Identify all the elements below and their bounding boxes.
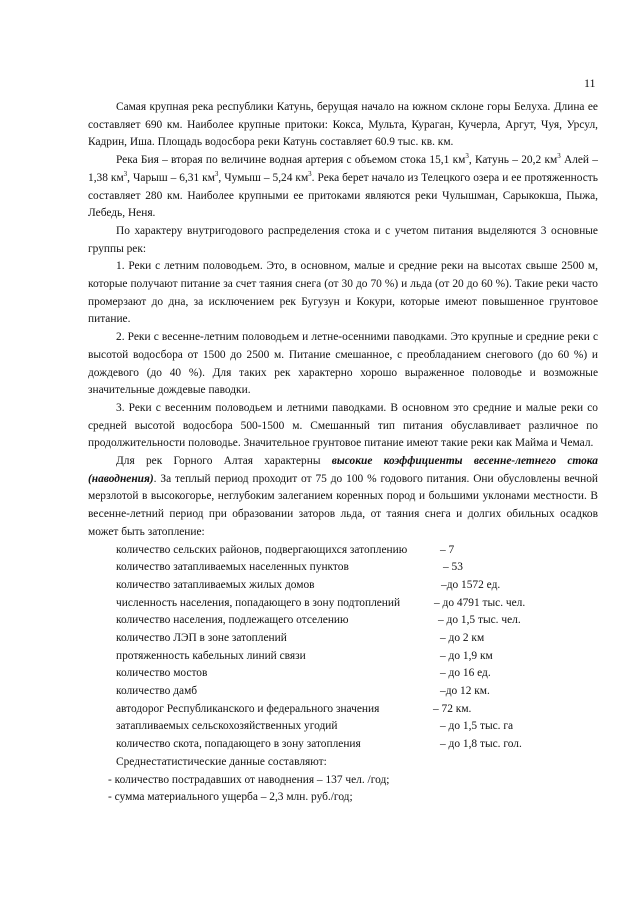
superscript: 3 bbox=[308, 170, 312, 179]
stat-value: – 72 км. bbox=[433, 702, 472, 715]
paragraph-group-2: 2. Реки с весенне-летним половодьем и летне-осенними паводками. Это крупные и средние реки с высотой водосбора от 1500 до 2500 м. Питание смешанное, с преобладанием снегового (до 60 %) и дождевого (до 40 %). Для таких рек характерно хорошо выраженное половодье и возможные значительные дождевые паводки. bbox=[88, 331, 598, 397]
stat-row bbox=[88, 683, 598, 701]
stat-value: –до 1572 ед. bbox=[441, 578, 501, 591]
superscript: 3 bbox=[465, 152, 469, 161]
stat-row bbox=[88, 630, 598, 648]
stat-row bbox=[88, 736, 598, 754]
stat-value: – до 1,5 тыс. га bbox=[440, 720, 514, 733]
paragraph-katun: Самая крупная река республики Катунь, берущая начало на южном склоне горы Белуха. Длина ее составляет 690 км. Наиболее крупные притоки: Кокса, Мульта, Кураган, Кучерла, Аргут, Чуя, Урсул, Кадрин, Иша. Площадь водосбора реки Катунь составляет 60.9 тыс. кв. км. bbox=[88, 101, 598, 149]
stat-label: количество затапливаемых жилых домов bbox=[116, 578, 315, 591]
page-number: 11 bbox=[584, 76, 596, 90]
stat-label: затапливаемых сельскохозяйственных угодий bbox=[116, 720, 338, 733]
stat-row bbox=[88, 648, 598, 666]
stat-label: протяженность кабельных линий связи bbox=[116, 649, 306, 662]
biya-text-6: . Река берет начало из Телецкого озера и ее протяженность составляет 280 км. Наиболее крупными ее притоками являются реки Чулышман, Сарыкокша, Пыжа, Лебедь, Неня. bbox=[88, 171, 598, 220]
biya-text-2: , Катунь – 20,2 км bbox=[468, 154, 558, 167]
stat-label: количество скота, попадающего в зону затопления bbox=[116, 738, 361, 751]
stat-row bbox=[88, 612, 598, 630]
stat-row bbox=[88, 701, 598, 719]
paragraph-group-3: 3. Реки с весенним половодьем и летними паводками. В основном это средние и малые реки со средней высотой водосбора 500-1500 м. Смешанный тип питания обуславливает различное по продолжительности половодье. Значительное грунтовое питание имеют такие реки как Майма и Чемал. bbox=[88, 401, 598, 450]
superscript: 3 bbox=[123, 170, 128, 179]
stat-value: – 53 bbox=[443, 561, 463, 574]
stat-value: – до 16 ед. bbox=[440, 667, 491, 680]
stat-value: – до 4791 тыс. чел. bbox=[434, 596, 526, 609]
page-body bbox=[88, 99, 598, 807]
biya-text-5: , Чумыш – 5,24 км bbox=[218, 171, 309, 184]
biya-text-3: Алей – 1,38 км bbox=[88, 154, 598, 184]
stat-row bbox=[88, 718, 598, 736]
stat-row bbox=[88, 577, 598, 595]
superscript: 3 bbox=[214, 170, 219, 179]
stat-value: – 7 bbox=[440, 543, 455, 556]
stat-label: количество населения, подлежащего отселению bbox=[116, 614, 349, 627]
stat-label: количество сельских районов, подвергающихся затоплению bbox=[116, 543, 408, 556]
superscript: 3 bbox=[557, 152, 561, 161]
avg-item: - количество пострадавших от наводнения – 137 чел. /год; bbox=[108, 773, 390, 786]
paragraph-groups-intro: По характеру внутригодового распределения стока и с учетом питания выделяются 3 основные группы рек: bbox=[88, 224, 598, 255]
stat-row bbox=[88, 665, 598, 683]
stat-label: количество затапливаемых населенных пунктов bbox=[116, 561, 349, 574]
paragraph-group-1: 1. Реки с летним половодьем. Это, в основном, малые и средние реки на высотах свыше 2500 м, которые получают питание за счет таяния снега (от 30 до 70 %) и льда (от 20 до 60 %). Такие реки часто промерзают до дна, за исключением рек Бугузун и Кокури, которые имеют повышенное грунтовое питание. bbox=[88, 260, 598, 326]
stat-value: –до 12 км. bbox=[440, 685, 490, 698]
flood-stats-list bbox=[88, 542, 598, 754]
flooding-text-1: Для рек Горного Алтая характерны bbox=[116, 455, 332, 468]
flooding-text-2: . За теплый период проходит от 75 до 100 % годового питания. Они обусловлены вечной мерзлотой в высокогорье, неглубоким залеганием коренных пород и большими уклонами местности. В весенне-летний период при образовании заторов льда, от таяния снега и долгих обильных осадков может быть затопление: bbox=[88, 472, 598, 538]
stat-label: количество дамб bbox=[116, 685, 198, 698]
stat-label: автодорог Республиканского и федерального значения bbox=[116, 702, 380, 715]
flooding-emphasis: высокие коэффициенты весенне-летнего стока (наводнения) bbox=[88, 455, 598, 485]
avg-item: - сумма материального ущерба – 2,3 млн. руб./год; bbox=[108, 791, 353, 804]
biya-text-1: Река Бия – вторая по величине водная артерия с объемом стока 15,1 км bbox=[116, 154, 466, 167]
paragraph-biya bbox=[88, 152, 598, 223]
avg-heading: Среднестатистические данные составляют: bbox=[116, 755, 327, 768]
stat-row bbox=[88, 595, 598, 613]
stat-label: количество ЛЭП в зоне затоплений bbox=[116, 632, 287, 645]
paragraph-flooding bbox=[88, 453, 598, 542]
stat-label: количество мостов bbox=[116, 667, 208, 680]
stat-value: – до 1,5 тыс. чел. bbox=[438, 614, 521, 627]
stat-value: – до 1,9 км bbox=[440, 649, 493, 662]
stat-value: – до 1,8 тыс. гол. bbox=[440, 738, 522, 751]
stat-label: численность населения, попадающего в зону подтоплений bbox=[116, 596, 401, 609]
stat-row bbox=[88, 542, 598, 560]
stat-row bbox=[88, 559, 598, 577]
stat-value: – до 2 км bbox=[440, 632, 485, 645]
biya-text-4: , Чарыш – 6,31 км bbox=[127, 171, 215, 184]
